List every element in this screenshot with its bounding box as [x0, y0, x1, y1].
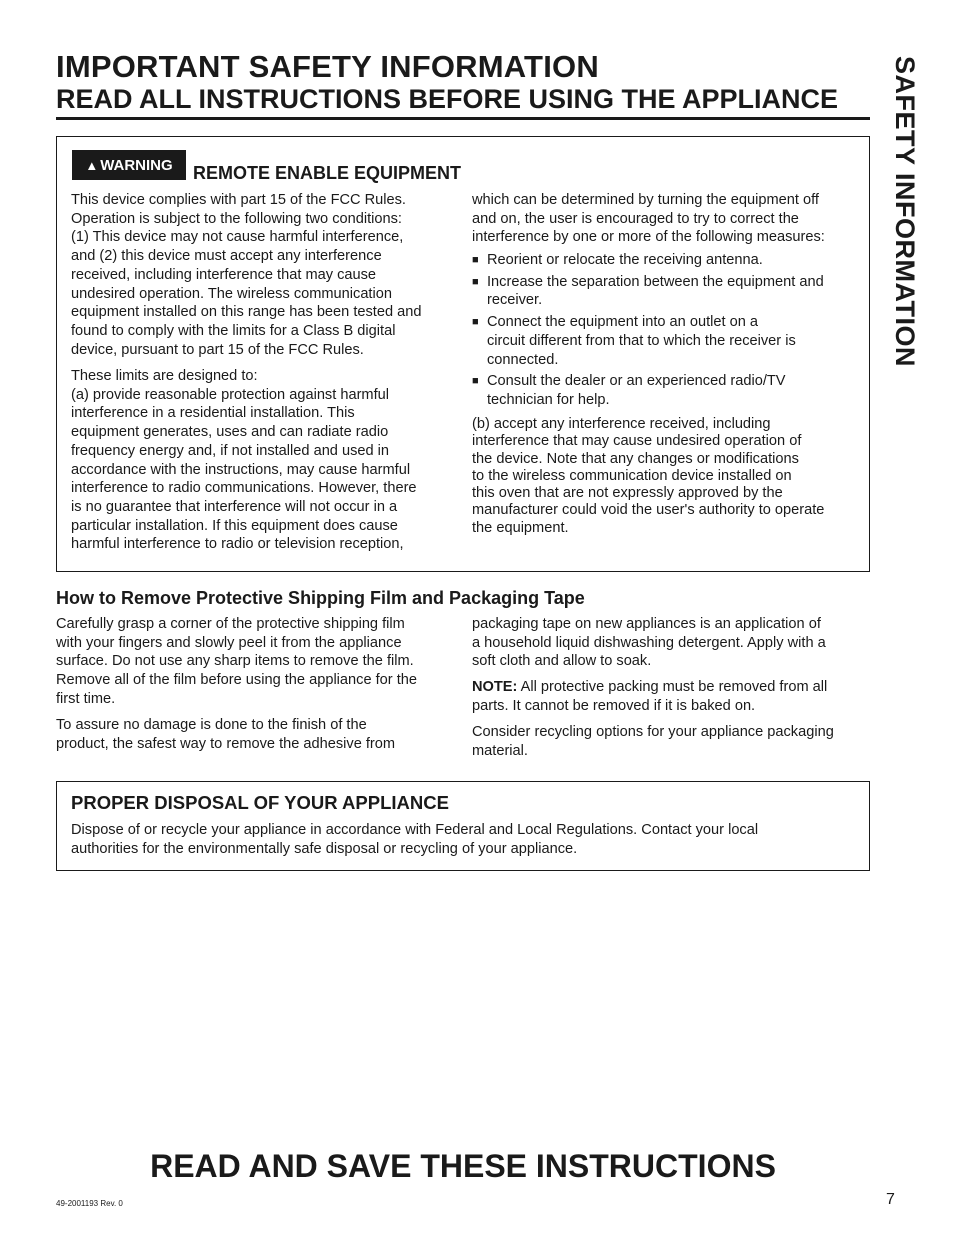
- text-line: is no guarantee that interference will not occur in a: [71, 498, 398, 515]
- text-line: Reorient or relocate the receiving antenna.: [487, 252, 763, 268]
- film-note: [472, 678, 862, 715]
- note-label: NOTE:: [472, 679, 518, 695]
- page-number: 7: [886, 1191, 895, 1208]
- fcc-paragraph-4: [472, 416, 862, 537]
- fcc-paragraph-1: [71, 191, 457, 359]
- text-line: Dispose of or recycle your appliance in accordance with Federal and Local Regulations. Contact your local: [71, 822, 759, 838]
- text-line: undesired operation. The wireless communication: [71, 285, 392, 302]
- text-line: Increase the separation between the equipment and: [487, 273, 824, 290]
- side-tab-label: SAFETY INFORMATION: [890, 56, 920, 367]
- text-line: material.: [472, 742, 528, 759]
- text-line: accordance with the instructions, may cause harmful: [71, 461, 411, 478]
- text-line: first time.: [56, 690, 116, 707]
- text-line: Carefully grasp a corner of the protective shipping film: [56, 616, 405, 632]
- film-paragraph-1: [56, 615, 456, 709]
- text-line: receiver.: [487, 292, 543, 309]
- fcc-measures-list: [472, 251, 862, 410]
- text-line: the device. Note that any changes or modifications: [472, 450, 799, 467]
- text-line: particular installation. If this equipment does cause: [71, 517, 398, 534]
- text-line: which can be determined by turning the equipment off: [472, 192, 819, 208]
- text-line: (b) accept any interference received, including: [472, 416, 771, 432]
- header-rule: [56, 117, 870, 120]
- text-line: Consider recycling options for your appliance packaging: [472, 724, 834, 740]
- text-line: packaging tape on new appliances is an application of: [472, 616, 821, 632]
- list-item: [472, 273, 862, 310]
- fcc-paragraph-2: [71, 367, 457, 554]
- text-line: received, including interference that may cause: [71, 266, 377, 283]
- text-line: (a) provide reasonable protection against harmful: [71, 386, 389, 403]
- bullet-square-icon: ■: [472, 316, 479, 329]
- list-item: [472, 372, 862, 409]
- text-line: and on, the user is encouraged to try to correct the: [472, 210, 799, 227]
- page-title: IMPORTANT SAFETY INFORMATION: [56, 49, 599, 84]
- text-line: and (2) this device must accept any interference: [71, 248, 382, 265]
- list-item: [472, 313, 862, 369]
- text-line: Connect the equipment into an outlet on a: [487, 314, 758, 331]
- film-paragraph-4: [472, 723, 862, 760]
- text-line: technician for help.: [487, 391, 610, 408]
- warning-badge: [72, 150, 186, 180]
- footer-title: READ AND SAVE THESE INSTRUCTIONS: [150, 1148, 776, 1184]
- text-line: connected.: [487, 351, 559, 368]
- warning-section-title: REMOTE ENABLE EQUIPMENT: [193, 163, 462, 183]
- text-line: equipment generates, uses and can radiate radio: [71, 424, 389, 441]
- text-line: manufacturer could void the user's authority to operate: [472, 502, 825, 519]
- text-line: interference to radio communications. However, there: [71, 480, 417, 497]
- text-line: This device complies with part 15 of the FCC Rules.: [71, 192, 406, 208]
- page-subtitle: READ ALL INSTRUCTIONS BEFORE USING THE APPLIANCE: [56, 84, 839, 114]
- text-line: to the wireless communication device installed on: [472, 467, 792, 484]
- text-line: [472, 678, 862, 697]
- text-line: Operation is subject to the following two conditions:: [71, 210, 402, 227]
- note-text: All protective packing must be removed from all: [517, 679, 828, 695]
- text-line: equipment installed on this range has been tested and: [71, 304, 422, 321]
- text-line: soft cloth and allow to soak.: [472, 653, 652, 670]
- bullet-square-icon: ■: [472, 254, 479, 266]
- bullet-square-icon: ■: [472, 375, 479, 388]
- warning-triangle-icon: ▲: [85, 157, 99, 173]
- text-line: a household liquid dishwashing detergent. Apply with a: [472, 634, 826, 651]
- text-line: harmful interference to radio or television reception,: [71, 536, 404, 553]
- text-line: circuit different from that to which the receiver is: [487, 332, 796, 349]
- text-line: device, pursuant to part 15 of the FCC Rules.: [71, 341, 364, 358]
- disposal-text: [71, 821, 861, 858]
- document-number: 49-2001193 Rev. 0: [56, 1199, 123, 1208]
- text-line: surface. Do not use any sharp items to remove the film.: [56, 653, 414, 670]
- side-section-tab: [872, 56, 928, 416]
- text-line: Remove all of the film before using the appliance for the: [56, 672, 417, 689]
- list-item: [472, 251, 862, 270]
- text-line: frequency energy and, if not installed and used in: [71, 442, 390, 459]
- text-line: product, the safest way to remove the adhesive from: [56, 735, 396, 752]
- text-line: These limits are designed to:: [71, 368, 258, 384]
- text-line: To assure no damage is done to the finish of the: [56, 717, 367, 733]
- text-line: interference in a residential installation. This: [71, 405, 355, 422]
- fcc-paragraph-3: [472, 191, 862, 247]
- text-line: (1) This device may not cause harmful interference,: [71, 229, 404, 246]
- text-line: found to comply with the limits for a Class B digital: [71, 322, 396, 339]
- film-paragraph-2: [56, 716, 456, 753]
- text-line: Consult the dealer or an experienced radio/TV: [487, 373, 786, 390]
- text-line: interference that may cause undesired operation of: [472, 433, 802, 450]
- film-section-title: How to Remove Protective Shipping Film and Packaging Tape: [56, 588, 585, 608]
- text-line: authorities for the environmentally safe disposal or recycling of your appliance.: [71, 840, 578, 857]
- text-line: this oven that are not expressly approved by the: [472, 485, 783, 502]
- bullet-square-icon: ■: [472, 275, 479, 288]
- text-line: the equipment.: [472, 519, 569, 536]
- disposal-title: PROPER DISPOSAL OF YOUR APPLIANCE: [71, 792, 449, 813]
- text-line: interference by one or more of the following measures:: [472, 229, 825, 246]
- film-paragraph-3: [472, 615, 862, 671]
- text-line: with your fingers and slowly peel it from the appliance: [56, 634, 402, 651]
- text-line: parts. It cannot be removed if it is baked on.: [472, 697, 756, 714]
- warning-badge-label: WARNING: [100, 156, 173, 174]
